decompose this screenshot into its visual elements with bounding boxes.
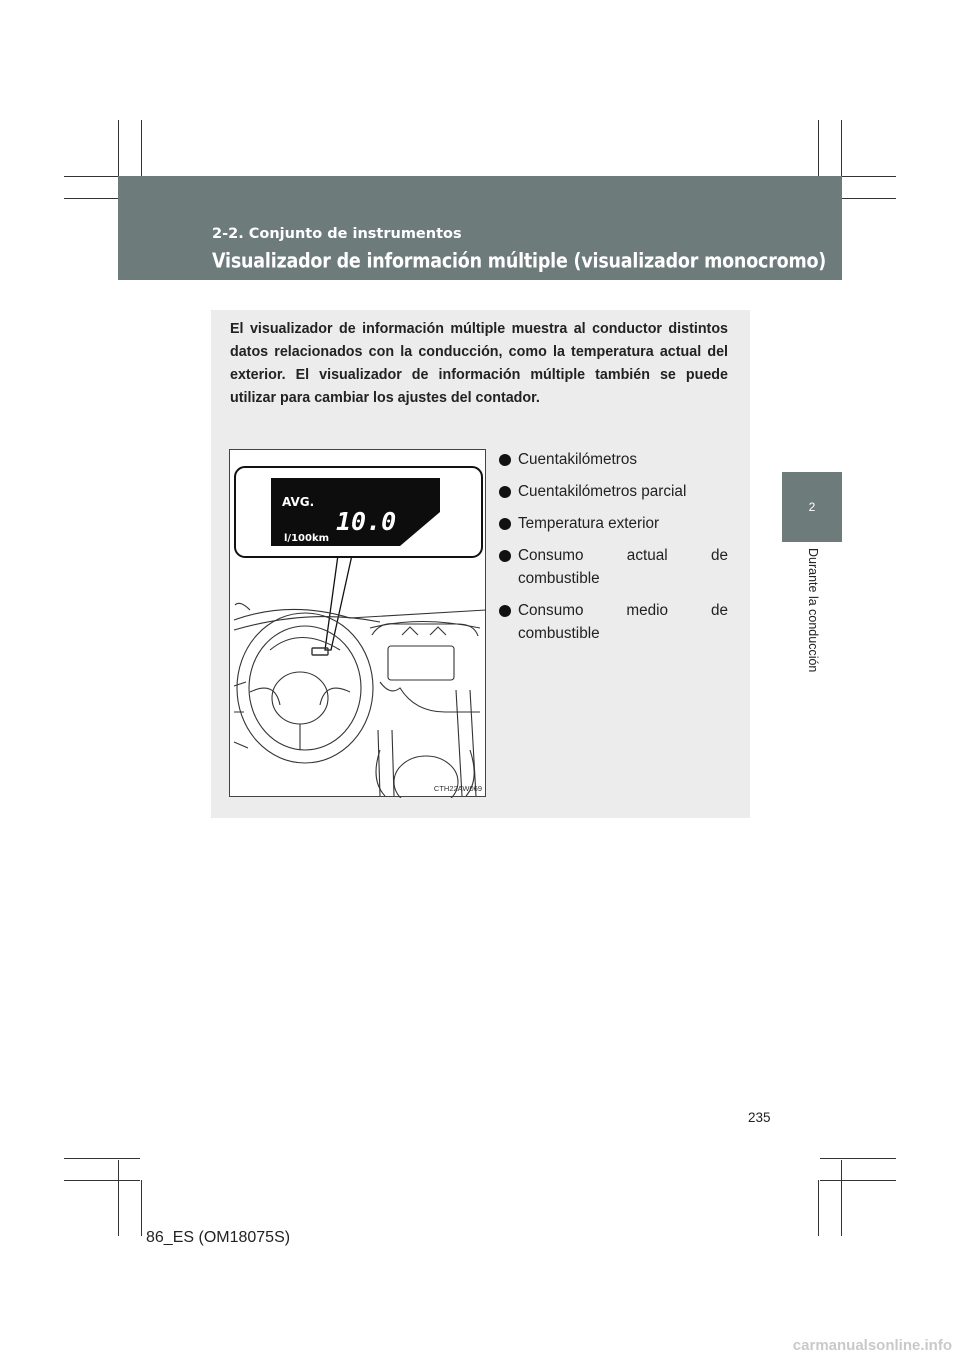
crop-mark: [118, 1160, 119, 1236]
crop-mark: [820, 1180, 896, 1181]
feature-list: [499, 448, 728, 654]
page-title: Visualizador de información múltiple (visualizador monocromo): [212, 250, 827, 273]
list-item-text: Cuentakilómetros parcial: [518, 483, 687, 500]
page-number: 235: [748, 1110, 771, 1125]
display-label: AVG.: [282, 495, 315, 509]
list-item: [499, 544, 728, 590]
figure-code: CTH22AW069: [433, 784, 482, 793]
crop-mark: [64, 1158, 140, 1159]
display-value: 10.0: [336, 507, 397, 536]
dashboard-figure: [229, 449, 486, 797]
crop-mark: [820, 1158, 896, 1159]
list-item: [499, 480, 728, 503]
document-id: 86_ES (OM18075S): [146, 1229, 291, 1246]
list-item-text-continued: combustible: [518, 570, 600, 587]
section-header: [118, 176, 842, 280]
section-label: 2-2. Conjunto de instrumentos: [212, 226, 462, 242]
chapter-label: Durante la conducción: [806, 548, 820, 673]
crop-mark: [818, 1180, 819, 1236]
bullet-icon: [499, 486, 511, 498]
crop-mark: [64, 1180, 140, 1181]
watermark: carmanualsonline.info: [792, 1337, 952, 1354]
display-unit: l/100km: [284, 533, 330, 544]
bullet-icon: [499, 518, 511, 530]
bullet-icon: [499, 454, 511, 466]
bullet-icon: [499, 605, 511, 617]
bullet-icon: [499, 550, 511, 562]
chapter-tab: 2: [782, 472, 842, 542]
list-item: [499, 599, 728, 645]
list-item: [499, 512, 728, 535]
list-item-text: Temperatura exterior: [518, 515, 660, 532]
dashboard-illustration: [230, 450, 487, 798]
list-item-text: Consumo actual de: [518, 547, 728, 564]
list-item-text: Consumo medio de: [518, 602, 728, 619]
intro-paragraph: El visualizador de información múltiple muestra al conductor distintos datos relacionados con la conducción, como la temperatura actual del exterior. El visualizador de información múltiple también se puede utilizar para cambiar los ajustes del contador.: [230, 321, 728, 406]
list-item-text: Cuentakilómetros: [518, 451, 638, 468]
list-item: [499, 448, 728, 471]
crop-mark: [841, 1160, 842, 1236]
crop-mark: [141, 1180, 142, 1236]
list-item-text-continued: combustible: [518, 625, 600, 642]
